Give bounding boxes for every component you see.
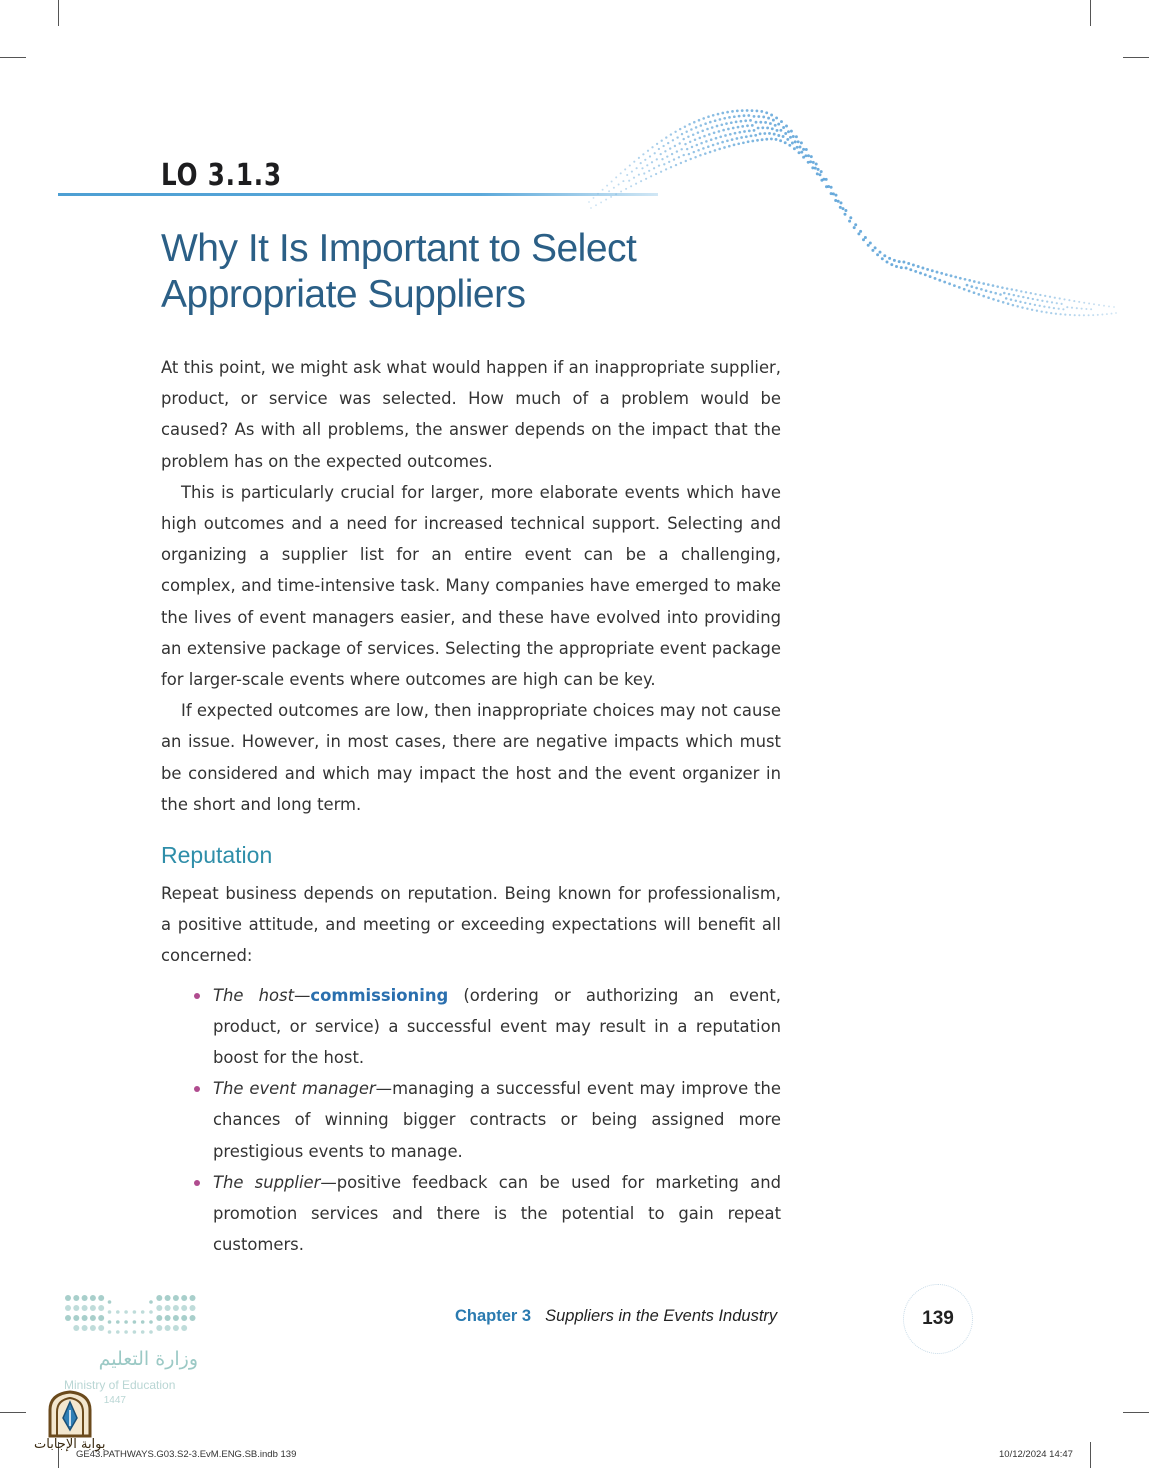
paragraph: Repeat business depends on reputation. Being known for professionalism, a positive attitude, and meeting or exceeding expectations will benefit all concerned: [161, 884, 781, 966]
bullet-list [161, 980, 781, 1261]
print-stamp: 10/12/2024 14:47 [999, 1449, 1073, 1460]
paragraph: This is particularly crucial for larger, more elaborate events which have high outcomes and a need for increased technical support. Selecting and organizing a supplier list for an entire event can be a challenging, complex, and time-intensive task. Many companies have emerged to make the lives of event managers easier, and these have evolved into providing an extensive package of services. Selecting the appropriate event package for larger-scale events where outcomes are high can be key. [161, 482, 781, 690]
bullet-text: (ordering or authorizing an event, product, or service) a successful event may result in a reputation boost for the host. [213, 985, 782, 1068]
ministry-logo-icon [62, 1292, 202, 1342]
bullet-icon [194, 1086, 200, 1092]
chapter-title: Suppliers in the Events Industry [545, 1307, 778, 1325]
page-title-line-1: Why It Is Important to Select [161, 227, 637, 270]
ministry-name-english: Ministry of Education [64, 1378, 176, 1392]
crop-mark [0, 1412, 26, 1413]
list-item: The host—commissioning (ordering or authorizing an event, product, or service) a successful event may result in a reputation boost for the host. [161, 980, 781, 1074]
crop-mark [1123, 1412, 1149, 1413]
crop-mark [1090, 1442, 1091, 1468]
bullet-text: positive feedback can be used for marketing and promotion services and there is the potential to gain repeat customers. [213, 1172, 781, 1255]
paragraph: At this point, we might ask what would happen if an inappropriate supplier, product, or service was selected. How much of a problem would be caused? As with all problems, the answer depends on the impact that the problem has on the expected outcomes. [161, 358, 781, 471]
site-logo-icon [44, 1388, 96, 1438]
ministry-name-arabic: وزارة التعليم [98, 1348, 198, 1370]
bullet-lead: The event manager [213, 1079, 376, 1099]
page-title [161, 226, 781, 318]
page-number [903, 1284, 973, 1354]
bullet-icon [194, 1180, 200, 1186]
paragraph: If expected outcomes are low, then inappropriate choices may not cause an issue. However, in most cases, there are negative impacts which must be considered and which may impact the host and the event organizer in the short and long term. [161, 701, 781, 814]
list-item: The supplier—positive feedback can be used for marketing and promotion services and there is the potential to gain repeat customers. [161, 1167, 781, 1261]
site-name: بوابة الإجابات [34, 1437, 106, 1452]
page-number-text: 139 [922, 1308, 954, 1329]
chapter-label: Chapter 3 [455, 1307, 532, 1325]
bullet-text: managing a successful event may improve the chances of winning bigger contracts or being assigned more prestigious events to manage. [213, 1079, 782, 1161]
header-rule [58, 193, 658, 196]
list-item: The event manager—managing a successful event may improve the chances of winning bigger contracts or being assigned more prestigious events to manage. [161, 1073, 781, 1167]
ministry-year: 1447 [103, 1395, 126, 1406]
bullet-icon [194, 993, 200, 999]
page-title-line-2: Appropriate Suppliers [161, 273, 526, 316]
bullet-lead: The host [213, 985, 295, 1005]
learning-objective-label: LO 3.1.3 [161, 158, 282, 193]
file-slug: GE43.PATHWAYS.G03.S2-3.EvM.ENG.SB.indb 139 [76, 1449, 297, 1460]
footer-chapter [455, 1307, 777, 1326]
main-text [161, 352, 781, 1260]
key-term: commissioning [310, 985, 449, 1005]
bullet-lead: The supplier [213, 1172, 321, 1192]
section-heading-reputation: Reputation [161, 842, 273, 869]
